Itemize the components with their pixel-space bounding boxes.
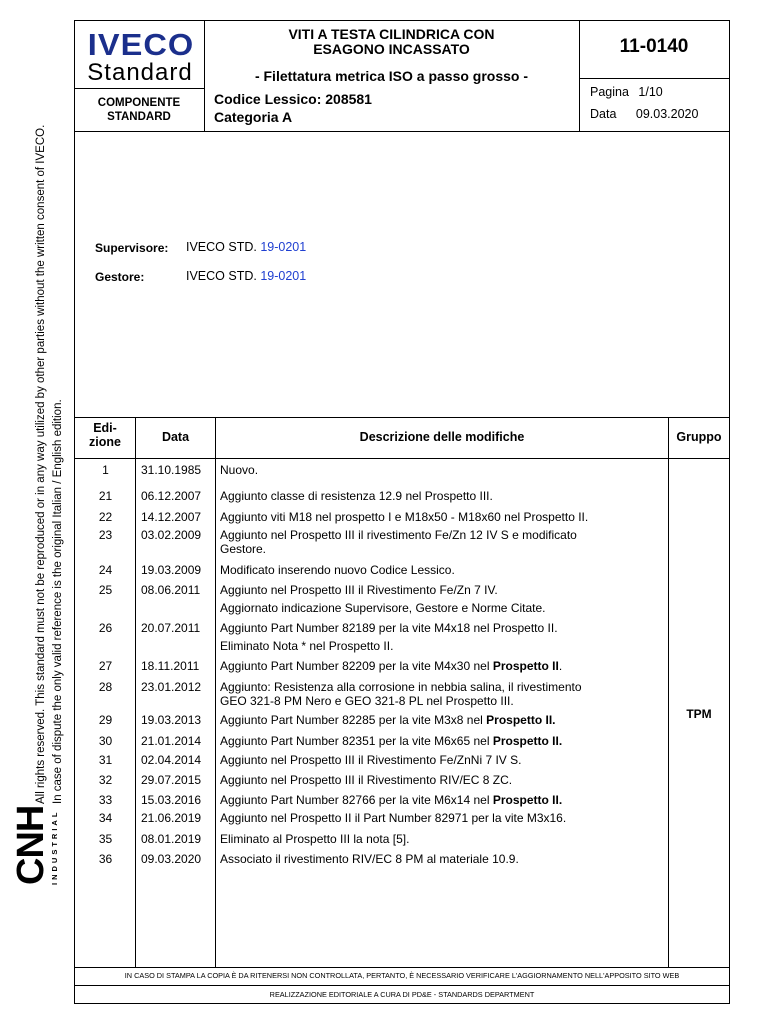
row-edizione: 22 [98, 510, 113, 524]
cnh-industrial-logo [12, 795, 60, 885]
date-value: 09.03.2020 [635, 107, 699, 121]
row-descrizione-line-1 [220, 621, 665, 635]
row-descrizione-text: Aggiunto Part Number 82209 per la vite M4x30 nel [220, 659, 490, 673]
codice-block [214, 90, 372, 126]
column-header-data: Data [161, 430, 190, 444]
row-edizione: 31 [98, 753, 113, 767]
row-descrizione-bold: Prospetto II [492, 659, 559, 673]
row-descrizione-text: Nuovo. [220, 463, 259, 477]
row-descrizione [220, 811, 665, 825]
footer-divider-line [74, 985, 730, 986]
row-data: 06.12.2007 [141, 489, 202, 503]
industrial-logo-text: INDUSTRIAL [50, 809, 59, 885]
gestore-prefix: IVECO STD. [186, 269, 257, 283]
row-data: 29.07.2015 [141, 773, 202, 787]
row-descrizione-tail: . [558, 659, 563, 673]
supervisore-link[interactable]: 19-0201 [260, 240, 307, 254]
table-header-bottom-line [74, 458, 730, 459]
gestore-value [186, 269, 306, 283]
header-bottom-line [74, 131, 730, 132]
frame-top [74, 20, 730, 21]
row-edizione: 23 [98, 528, 113, 542]
row-descrizione-line-1 [220, 753, 665, 767]
row-descrizione-line-1 [220, 463, 665, 477]
row-descrizione-text: Aggiunto Part Number 82766 per la vite M6x14 nel [220, 793, 490, 807]
codice-lessico: Codice Lessico: 208581 [214, 91, 372, 107]
row-descrizione-line-2: GEO 321-8 PM Nero e GEO 321-8 PL nel Prospetto III. [220, 694, 514, 708]
row-descrizione-line-1 [220, 773, 665, 787]
gruppo-value: TPM [686, 707, 712, 721]
row-descrizione-text: Aggiunto nel Prospetto III il Rivestimento RIV/EC 8 ZC. [220, 773, 513, 787]
row-descrizione-bold: Prospetto II. [492, 793, 563, 807]
row-edizione: 25 [98, 583, 113, 597]
row-descrizione [220, 753, 665, 767]
row-descrizione-line-1 [220, 852, 665, 866]
row-descrizione-text: Aggiunto Part Number 82351 per la vite M6x65 nel [220, 734, 490, 748]
row-data: 19.03.2013 [141, 713, 202, 727]
frame-bottom [74, 1003, 730, 1004]
row-edizione: 35 [98, 832, 113, 846]
page-label: Pagina [590, 85, 629, 99]
table-col-line-1 [135, 417, 136, 967]
column-header-edizione-line-2: zione [89, 435, 121, 449]
cnh-logo-text: CNH [10, 805, 52, 885]
row-descrizione [220, 463, 665, 477]
iveco-logo: IVECO [87, 27, 195, 62]
legal-notice-line-2: In case of dispute the only valid reference is the original Italian / English edition. [52, 399, 64, 804]
row-data: 08.01.2019 [141, 832, 202, 846]
row-descrizione-line-1 [220, 583, 665, 597]
row-descrizione [220, 528, 665, 556]
row-descrizione [220, 852, 665, 866]
row-edizione: 21 [98, 489, 113, 503]
column-header-edizione [75, 421, 135, 449]
row-descrizione-text: Aggiunto: Resistenza alla corrosione in nebbia salina, il rivestimento [220, 680, 582, 694]
row-descrizione-line-1 [220, 680, 665, 694]
row-data: 02.04.2014 [141, 753, 202, 767]
table-col-line-2 [215, 417, 216, 967]
row-data: 20.07.2011 [141, 621, 201, 635]
row-data: 03.02.2009 [141, 528, 202, 542]
row-data: 23.01.2012 [141, 680, 202, 694]
component-standard-label [77, 96, 201, 124]
row-descrizione-line-1 [220, 659, 665, 673]
supervisore-label: Supervisore: [95, 241, 169, 255]
row-descrizione-line-1 [220, 489, 665, 503]
component-label-line-1: COMPONENTE [97, 97, 181, 109]
footer-editorial-notice: REALIZZAZIONE EDITORIALE A CURA DI PD&E - STANDARDS DEPARTMENT [269, 990, 535, 999]
row-data: 08.06.2011 [141, 583, 201, 597]
row-descrizione [220, 793, 665, 807]
header-mid-line [579, 78, 730, 79]
legal-notice-line-1: All rights reserved. This standard must not be reproduced or in any way utilized by other parties without the written consent of IVECO. [35, 124, 47, 804]
categoria: Categoria A [214, 109, 293, 125]
row-descrizione-line-1 [220, 832, 665, 846]
column-header-edizione-line-1: Edi- [93, 421, 117, 435]
row-descrizione [220, 510, 665, 524]
row-descrizione-line-1 [220, 563, 665, 577]
row-descrizione-bold: Prospetto II. [492, 734, 563, 748]
row-descrizione [220, 680, 665, 708]
supervisore-prefix: IVECO STD. [186, 240, 257, 254]
row-data: 31.10.1985 [141, 463, 202, 477]
row-descrizione [220, 773, 665, 787]
row-descrizione-line-1 [220, 811, 665, 825]
row-descrizione-line-1 [220, 528, 665, 542]
row-descrizione [220, 583, 665, 615]
row-descrizione-text: Aggiunto Part Number 82189 per la vite M4x18 nel Prospetto II. [220, 621, 558, 635]
row-descrizione [220, 659, 665, 673]
row-edizione: 32 [98, 773, 113, 787]
row-descrizione-line-1 [220, 793, 665, 807]
row-data: 09.03.2020 [141, 852, 202, 866]
title-line-1: VITI A TESTA CILINDRICA CON [288, 26, 495, 42]
table-top-line [74, 417, 730, 418]
row-data: 19.03.2009 [141, 563, 202, 577]
frame-right [729, 20, 730, 1004]
row-edizione: 30 [98, 734, 113, 748]
date-label: Data [590, 107, 617, 121]
logo-box-line [74, 88, 204, 89]
date-info [590, 107, 698, 121]
row-descrizione-text: Modificato inserendo nuovo Codice Lessico. [220, 563, 455, 577]
table-col-line-3 [668, 417, 669, 967]
row-descrizione-line-2: Eliminato Nota * nel Prospetto II. [220, 639, 394, 653]
row-edizione: 24 [98, 563, 113, 577]
standard-logo-text: Standard [87, 59, 193, 86]
footer-print-notice: IN CASO DI STAMPA LA COPIA È DA RITENERSI NON CONTROLLATA, PERTANTO, È NECESSARIO VERIFICARE L'AGGIORNAMENTO NELL'APPOSITO SITO WEB [124, 971, 680, 980]
row-descrizione [220, 563, 665, 577]
row-descrizione-text: Aggiunto nel Prospetto III il Rivestimento Fe/Zn 7 IV. [220, 583, 498, 597]
row-descrizione-line-1 [220, 734, 665, 748]
column-header-descrizione: Descrizione delle modifiche [359, 430, 525, 444]
row-descrizione-bold: Prospetto II. [486, 713, 556, 727]
title-line-2: ESAGONO INCASSATO [313, 41, 470, 57]
row-edizione: 27 [98, 659, 113, 673]
row-descrizione-line-1 [220, 713, 665, 727]
row-descrizione-text: Aggiunto viti M18 nel prospetto I e M18x50 - M18x60 nel Prospetto II. [220, 510, 589, 524]
row-edizione: 29 [98, 713, 113, 727]
document-subtitle: - Filettatura metrica ISO a passo grosso - [254, 68, 529, 84]
row-descrizione-text: Eliminato al Prospetto III la nota [5]. [220, 832, 410, 846]
table-bottom-line [74, 967, 730, 968]
supervisore-value [186, 240, 306, 254]
row-descrizione-text: Aggiunto nel Prospetto III il Rivestimento Fe/ZnNi 7 IV S. [220, 753, 522, 767]
gestore-label: Gestore: [95, 270, 145, 284]
frame-left [74, 20, 75, 1004]
row-descrizione [220, 734, 665, 748]
row-edizione: 34 [98, 811, 113, 825]
row-descrizione-line-2: Gestore. [220, 542, 267, 556]
row-descrizione-line-1 [220, 510, 665, 524]
component-label-line-2: STANDARD [107, 111, 171, 123]
row-edizione: 36 [98, 852, 113, 866]
column-header-gruppo: Gruppo [676, 430, 722, 444]
row-edizione: 28 [98, 680, 113, 694]
row-descrizione-text: Aggiunto nel Prospetto III il rivestimento Fe/Zn 12 IV S e modificato [220, 528, 577, 542]
row-descrizione-text: Aggiunto nel Prospetto II il Part Number 82971 per la vite M3x16. [220, 811, 567, 825]
row-descrizione [220, 621, 665, 653]
row-descrizione-text: Associato il rivestimento RIV/EC 8 PM al materiale 10.9. [220, 852, 519, 866]
row-data: 14.12.2007 [141, 510, 202, 524]
row-data: 21.01.2014 [141, 734, 202, 748]
row-edizione: 1 [102, 463, 109, 477]
row-descrizione [220, 489, 665, 503]
row-descrizione [220, 832, 665, 846]
row-edizione: 33 [98, 793, 113, 807]
row-edizione: 26 [98, 621, 113, 635]
row-descrizione-text: Aggiunto Part Number 82285 per la vite M3x8 nel [220, 713, 483, 727]
legal-notice [33, 44, 67, 804]
row-data: 18.11.2011 [141, 659, 200, 673]
row-descrizione-text: Aggiunto classe di resistenza 12.9 nel Prospetto III. [220, 489, 493, 503]
row-data: 21.06.2019 [141, 811, 202, 825]
document-number: 11-0140 [619, 36, 689, 57]
page-info [590, 85, 663, 99]
page-value: 1/10 [638, 85, 663, 99]
row-descrizione [220, 713, 665, 727]
row-descrizione-line-2: Aggiornato indicazione Supervisore, Gestore e Norme Citate. [220, 601, 546, 615]
gestore-link[interactable]: 19-0201 [260, 269, 307, 283]
document-title [205, 27, 578, 57]
row-data: 15.03.2016 [141, 793, 202, 807]
